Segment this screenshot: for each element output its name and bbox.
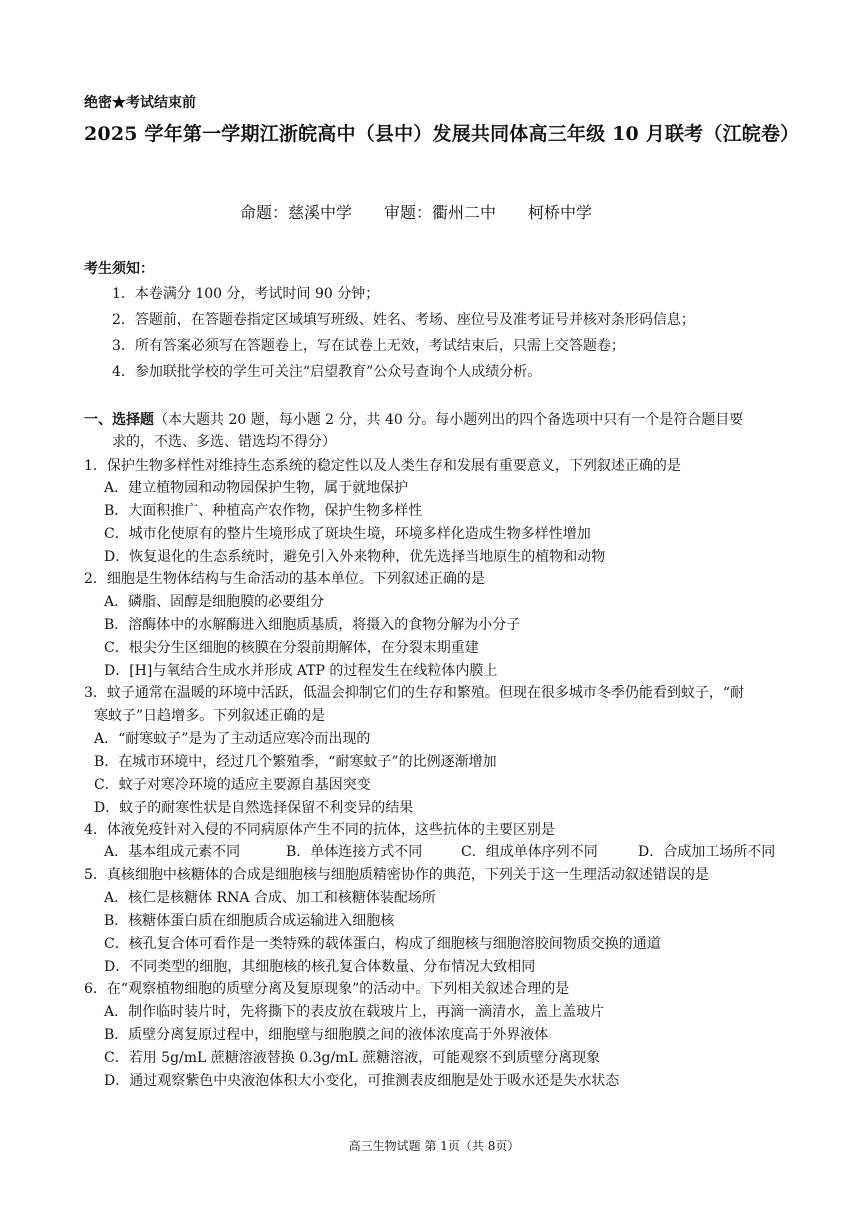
exam-title: 2025 学年第一学期江浙皖高中（县中）发展共同体高三年级 10 月联考（江皖卷） bbox=[84, 123, 800, 145]
question-option: D．[H]与氧结合生成水并形成 ATP 的过程发生在线粒体内膜上 bbox=[104, 663, 498, 679]
notice-heading: 考生须知： bbox=[84, 261, 154, 277]
question-option: A．基本组成元素不同 bbox=[104, 844, 241, 860]
question-option: D．蚊子的耐寒性状是自然选择保留不利变异的结果 bbox=[94, 800, 414, 816]
question-option: B．单体连接方式不同 bbox=[286, 844, 423, 860]
question-option: C．若用 5g/mL 蔗糖溶液替换 0.3g/mL 蔗糖溶液，可能观察不到质壁分离现象 bbox=[104, 1050, 601, 1066]
question-option: C．根尖分生区细胞的核膜在分裂前期解体，在分裂末期重建 bbox=[104, 640, 479, 656]
section-label: 一、选择题 bbox=[84, 412, 154, 428]
notice-item: 3．所有答案必须写在答题卷上，写在试卷上无效，考试结束后，只需上交答题卷； bbox=[112, 338, 625, 354]
question-option: B．在城市环境中，经过几个繁殖季，“耐寒蚊子”的比例逐渐增加 bbox=[94, 754, 497, 770]
question-stem: 6．在“观察植物细胞的质壁分离及复原现象”的活动中。下列相关叙述合理的是 bbox=[84, 981, 570, 997]
question-option: A．建立植物园和动物园保护生物，属于就地保护 bbox=[104, 480, 409, 496]
question-option: D．恢复退化的生态系统时，避免引入外来物种，优先选择当地原生的植物和动物 bbox=[104, 549, 606, 565]
exam-authors: 命题：慈溪中学 审题：衢州二中 柯桥中学 bbox=[240, 203, 593, 222]
notice-item: 1．本卷满分 100 分，考试时间 90 分钟； bbox=[112, 286, 380, 302]
question-option: C．蚊子对寒冷环境的适应主要源自基因突变 bbox=[94, 777, 371, 793]
question-option: C．城市化使原有的整片生境形成了斑块生境，环境多样化造成生物多样性增加 bbox=[104, 526, 591, 542]
question-option: B．质壁分离复原过程中，细胞壁与细胞膜之间的液体浓度高于外界液体 bbox=[104, 1027, 549, 1043]
notice-item: 4．参加联批学校的学生可关注“启望教育”公众号查询个人成绩分析。 bbox=[112, 364, 542, 380]
question-option: A．制作临时装片时，先将撕下的表皮放在载玻片上，再滴一滴清水，盖上盖玻片 bbox=[104, 1004, 605, 1020]
question-option: A．核仁是核糖体 RNA 合成、加工和核糖体装配场所 bbox=[104, 890, 436, 906]
question-stem-cont: 寒蚊子”日趋增多。下列叙述正确的是 bbox=[94, 708, 326, 724]
question-option: B．溶酶体中的水解酶进入细胞质基质，将摄入的食物分解为小分子 bbox=[104, 617, 521, 633]
question-option: C．组成单体序列不同 bbox=[461, 844, 598, 860]
question-option: B．大面积推广、种植高产农作物，保护生物多样性 bbox=[104, 503, 423, 519]
question-stem: 1．保护生物多样性对维持生态系统的稳定性以及人类生存和发展有重要意义，下列叙述正确的是 bbox=[84, 458, 681, 474]
section-description: （本大题共 20 题，每小题 2 分，共 40 分。每小题列出的四个备选项中只有一个是符合题目要 bbox=[154, 412, 744, 428]
question-option: D．不同类型的细胞，其细胞核的核孔复合体数量、分布情况大致相同 bbox=[104, 959, 536, 975]
question-stem: 3．蚊子通常在温暖的环境中活跃，低温会抑制它们的生存和繁殖。但现在很多城市冬季仍能看到蚊子，“耐 bbox=[84, 685, 745, 701]
confidential-label: 绝密★考试结束前 bbox=[84, 95, 196, 111]
question-stem: 4．体液免疫针对入侵的不同病原体产生不同的抗体，这些抗体的主要区别是 bbox=[84, 822, 555, 838]
notice-item: 2．答题前，在答题卷指定区域填写班级、姓名、考场、座位号及准考证号并核对条形码信息； bbox=[112, 312, 695, 328]
question-stem: 2．细胞是生物体结构与生命活动的基本单位。下列叙述正确的是 bbox=[84, 571, 485, 587]
question-option: D．合成加工场所不同 bbox=[638, 844, 776, 860]
question-option: B．核糖体蛋白质在细胞质合成运输进入细胞核 bbox=[104, 913, 395, 929]
question-option: D．通过观察紫色中央液泡体积大小变化，可推测表皮细胞是处于吸水还是失水状态 bbox=[104, 1073, 620, 1089]
section-heading bbox=[84, 409, 743, 429]
page-footer: 高三生物试题 第 1页（共 8页） bbox=[348, 1139, 520, 1153]
question-option: A．“耐寒蚊子”是为了主动适应寒冷而出现的 bbox=[94, 731, 371, 747]
question-option: C．核孔复合体可看作是一类特殊的载体蛋白，构成了细胞核与细胞溶胶间物质交换的通道 bbox=[104, 936, 661, 952]
question-stem: 5．真核细胞中核糖体的合成是细胞核与细胞质精密协作的典范，下列关于这一生理活动叙述错误的是 bbox=[84, 867, 709, 883]
question-option: A．磷脂、固醇是细胞膜的必要组分 bbox=[104, 594, 325, 610]
section-description-cont: 求的，不选、多选、错选均不得分） bbox=[112, 434, 336, 450]
